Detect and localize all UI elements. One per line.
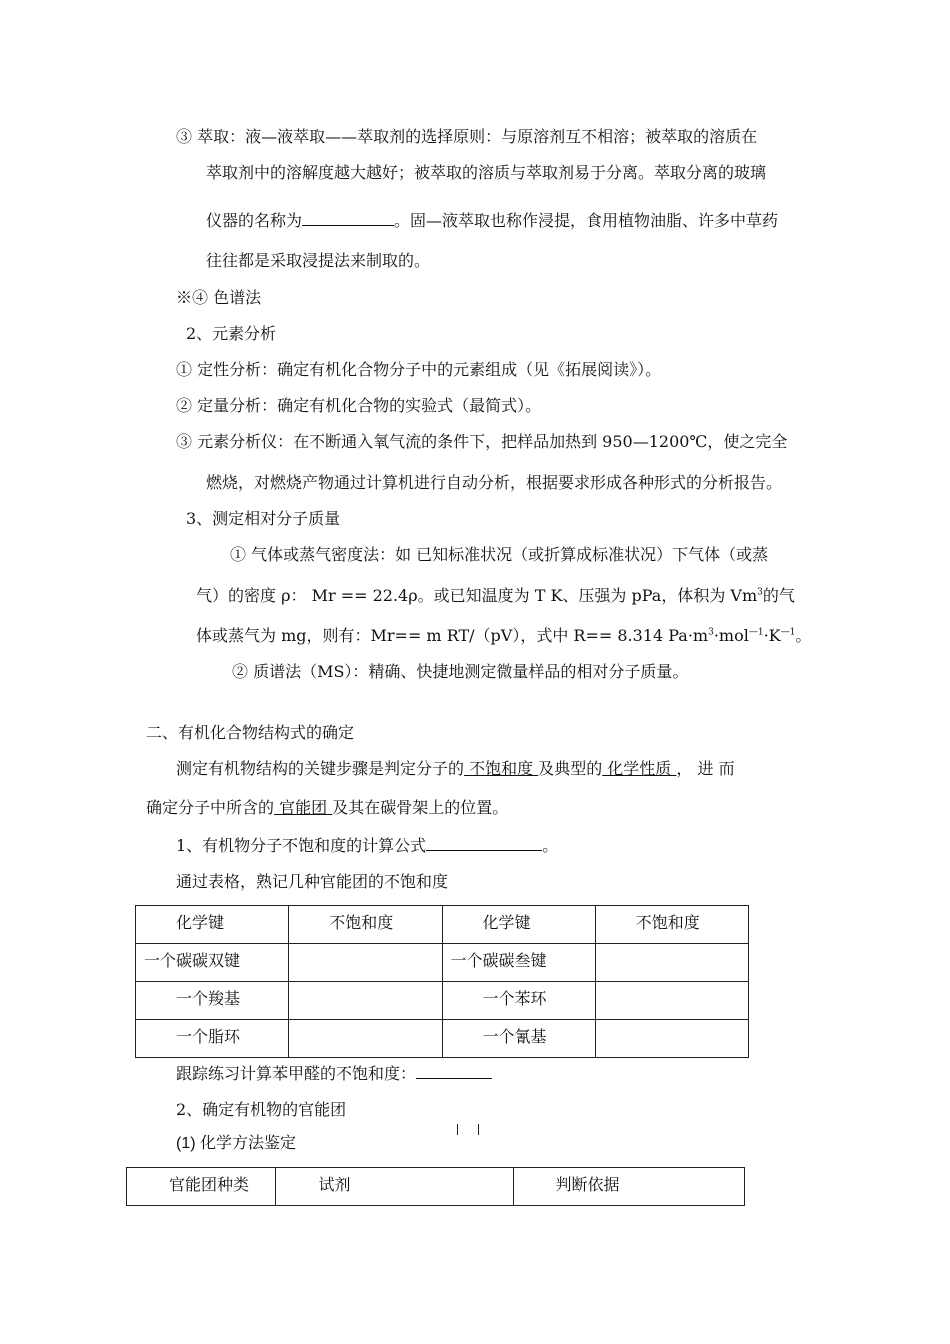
page-mark (457, 1124, 458, 1135)
answer-cell[interactable] (595, 944, 748, 982)
func-group-table (126, 1167, 745, 1206)
table-row (136, 982, 749, 1020)
table-header-cell: 试剂 (276, 1168, 513, 1206)
mass-spectrometry: ② 质谱法（MS）：精确、快捷地测定微量样品的相对分子质量。 (232, 662, 689, 681)
answer-cell[interactable] (595, 982, 748, 1020)
answer-cell[interactable] (289, 1020, 442, 1058)
table-header-row (136, 906, 749, 944)
table-intro: 通过表格，熟记几种官能团的不饱和度 (176, 872, 449, 891)
extraction-line-1: ③ 萃取：液—液萃取——萃取剂的选择原则：与原溶剂互不相溶；被萃取的溶质在 (176, 127, 758, 146)
section2-line-1: 测定有机物结构的关键步骤是判定分子的 不饱和度 及典型的 化学性质 ， 进 而 (176, 759, 735, 778)
element-analyzer-line-2: 燃烧，对燃烧产物通过计算机进行自动分析，根据要求形成各种形式的分析报告。 (206, 473, 783, 492)
extraction-line-3: 仪器的名称为 。固—液萃取也称作浸提，食用植物油脂、许多中草药 (206, 211, 779, 230)
table-header-cell: 判断依据 (513, 1168, 745, 1206)
density-method-line-2: 气）的密度 ρ： Mr == 22.4ρ。或已知温度为 T K、压强为 pPa，体积为 Vm$^3$的气 (196, 586, 795, 605)
unsaturation-table (135, 905, 749, 1058)
page-mark (478, 1124, 479, 1135)
section2-line-2: 确定分子中所含的 官能团 及其在碳骨架上的位置。 (146, 798, 509, 817)
unsaturation-formula-line: 1、有机物分子不饱和度的计算公式 。 (176, 836, 559, 855)
blank-benzaldehyde-unsaturation[interactable] (416, 1063, 492, 1079)
table-header-cell: 不饱和度 (289, 906, 442, 944)
answer-cell[interactable] (595, 1020, 748, 1058)
bond-cell: 一个碳碳双键 (136, 944, 289, 982)
quantitative-analysis: ② 定量分析：确定有机化合物的实验式（最简式）。 (176, 396, 542, 415)
practice-line: 跟踪练习计算苯甲醛的不饱和度： (176, 1063, 492, 1085)
func-group-heading: 2、确定有机物的官能团 (176, 1100, 347, 1119)
table-header-cell: 化学键 (136, 906, 289, 944)
bond-cell: 一个氰基 (442, 1020, 595, 1058)
table-row (136, 944, 749, 982)
qualitative-analysis: ① 定性分析：确定有机化合物分子中的元素组成（见《拓展阅读》）。 (176, 360, 662, 379)
section2-heading: 二、有机化合物结构式的确定 (146, 723, 355, 742)
bond-cell: 一个碳碳叁键 (442, 944, 595, 982)
density-method-line-3: 体或蒸气为 mg，则有：Mr== m RT/（pV），式中 R== 8.314 $Pa\cdot m^3\cdot mol^{—1}\cdot K^{—1}$。 (196, 626, 812, 645)
answer-cell[interactable] (289, 944, 442, 982)
element-analyzer-line-1: ③ 元素分析仪：在不断通入氧气流的条件下，把样品加热到 950—1200℃，使之完全 (176, 432, 788, 451)
blank-unsaturation-formula[interactable] (426, 835, 542, 851)
density-method-line-1: ① 气体或蒸气密度法：如 已知标准状况（或折算成标准状况）下气体（或蒸 (230, 545, 769, 564)
func-group-subheading: (1) 化学方法鉴定 (176, 1135, 297, 1152)
blank-extraction-instrument[interactable] (302, 210, 394, 226)
extraction-line-4: 往往都是采取浸提法来制取的。 (206, 251, 431, 270)
table-header-cell: 官能团种类 (127, 1168, 276, 1206)
molar-mass-heading: 3、测定相对分子质量 (186, 509, 341, 528)
table-row (136, 1020, 749, 1058)
table-header-cell: 化学键 (442, 906, 595, 944)
table-header-row (127, 1168, 745, 1206)
extraction-line-2: 萃取剂中的溶解度越大越好；被萃取的溶质与萃取剂易于分离。萃取分离的玻璃 (206, 163, 767, 182)
bond-cell: 一个脂环 (136, 1020, 289, 1058)
bond-cell: 一个苯环 (442, 982, 595, 1020)
table-header-cell: 不饱和度 (595, 906, 748, 944)
answer-cell[interactable] (289, 982, 442, 1020)
chromatography-item: ※④ 色谱法 (176, 288, 262, 307)
bond-cell: 一个羧基 (136, 982, 289, 1020)
element-analysis-heading: 2、元素分析 (186, 324, 277, 343)
